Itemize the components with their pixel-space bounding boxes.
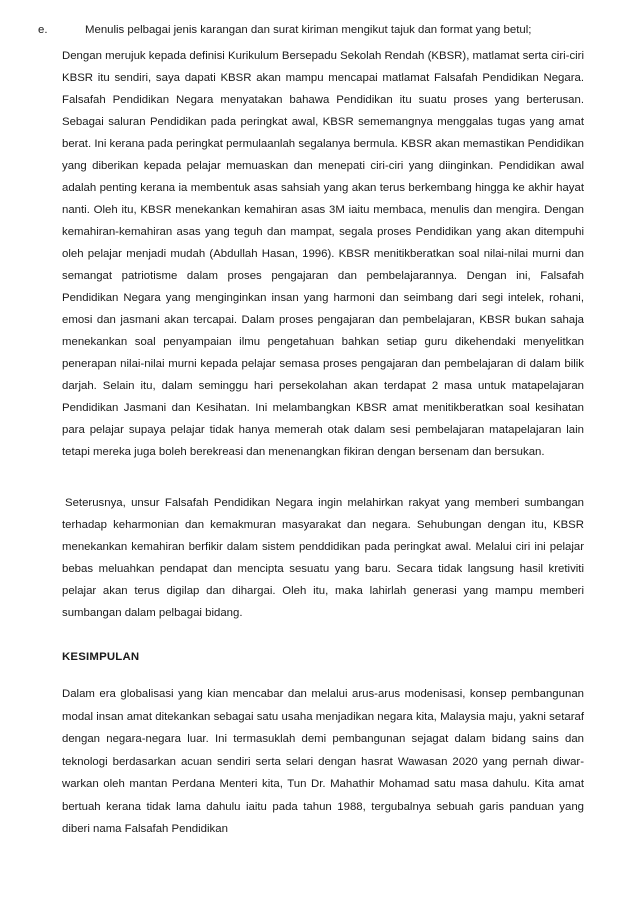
body-paragraph-seterusnya: Seterusnya, unsur Falsafah Pendidikan Negara ingin melahirkan rakyat yang memberi sumbangan terhadap keharmonian dan kemakmuran masyarakat dan negara. Sehubungan dengan itu, KBSR menekankan kemahiran berfikir dalam sistem penddidikan pada peringkat awal. Melalui ciri ini pelajar bebas meluahkan pendapat dan mencipta sesuatu yang baru. Secara tidak langsung hasil kretiviti pelajar akan terus digilap dan dihargai. Oleh itu, maka lahirlah generasi yang mampu memberi sumbangan dalam pelbagai bidang. [62,497,584,619]
list-item-e [38,22,598,38]
body-paragraph-kbsr: Dengan merujuk kepada definisi Kurikulum Bersepadu Sekolah Rendah (KBSR), matlamat serta ciri-ciri KBSR itu sendiri, saya dapati KBSR akan mampu mencapai matlamat Falsafah Pendidikan Negara. Falsafah Pendidikan Negara menyatakan bahawa Pendidikan itu suatu proses yang berterusan. Sebagai saluran Pendidikan pada peringkat awal, KBSR sememangnya menggalas tugas yang amat berat. Ini kerana pada peringkat permulaanlah segalanya bermula. KBSR akan memastikan Pendidikan yang diberikan kepada pelajar memuaskan dan menepati ciri-ciri yang diinginkan. Pendidikan awal adalah penting kerana ia membentuk asas sahsiah yang akan terus berkembang hingga ke akhir hayat nanti. Oleh itu, KBSR menekankan kemahiran asas 3M iaitu membaca, menulis dan mengira. Dengan kemahiran-kemahiran asas yang teguh dan mampat, segala proses Pendidikan yang akan ditempuhi oleh pelajar menjadi mudah (Abdullah Hasan, 1996). KBSR menitikberatkan soal nilai-nilai murni dan semangat patriotisme dalam proses pengajaran dan pembelajarannya. Dengan ini, Falsafah Pendidikan Negara yang menginginkan insan yang harmoni dan seimbang dari segi intelek, rohani, emosi dan jasmani akan tercapai. Dalam proses pengajaran dan pembelajaran, KBSR bukan sahaja menekankan soal penyampaian ilmu pengetahuan bahkan setiap guru dikehendaki menyelitkan penerapan nilai-nilai murni kepada pelajar semasa proses pengajaran dan pembelajaran di dalam bilik darjah. Selain itu, dalam seminggu hari persekolahan akan terdapat 2 masa untuk matapelajaran Pendidikan Jasmani dan Kesihatan. Ini melambangkan KBSR amat menitikberatkan soal kesihatan para pelajar supaya pelajar tidak hanya memerah otak dalam sesi pembelajaran matapelajaran lain tetapi mereka juga boleh berekreasi dan menenangkan fikiran dengan bersenam dan bersukan. [62,50,584,458]
list-item-text: Menulis pelbagai jenis karangan dan surat kiriman mengikut tajuk dan format yang betul; [85,24,532,36]
list-marker: e. [38,24,48,36]
body-paragraph-kesimpulan: Dalam era globalisasi yang kian mencabar dan melalui arus-arus modenisasi, konsep pembangunan modal insan amat ditekankan sebagai satu usaha menjadikan negara kita, Malaysia maju, yakni setaraf dengan negara-negara luar. Ini termasuklah demi pembangunan sejagat dalam bidang sains dan teknologi berdasarkan acuan sendiri serta selari dengan hasrat Wawasan 2020 yang pernah diwar-warkan oleh mantan Perdana Menteri kita, Tun Dr. Mahathir Mohamad satu masa dahulu. Kita amat bertuah kerana tidak lama dahulu iaitu pada tahun 1988, tergubalnya sebuah garis panduan yang diberi nama Falsafah Pendidikan [62,688,584,835]
section-heading-kesimpulan: KESIMPULAN [62,651,140,663]
